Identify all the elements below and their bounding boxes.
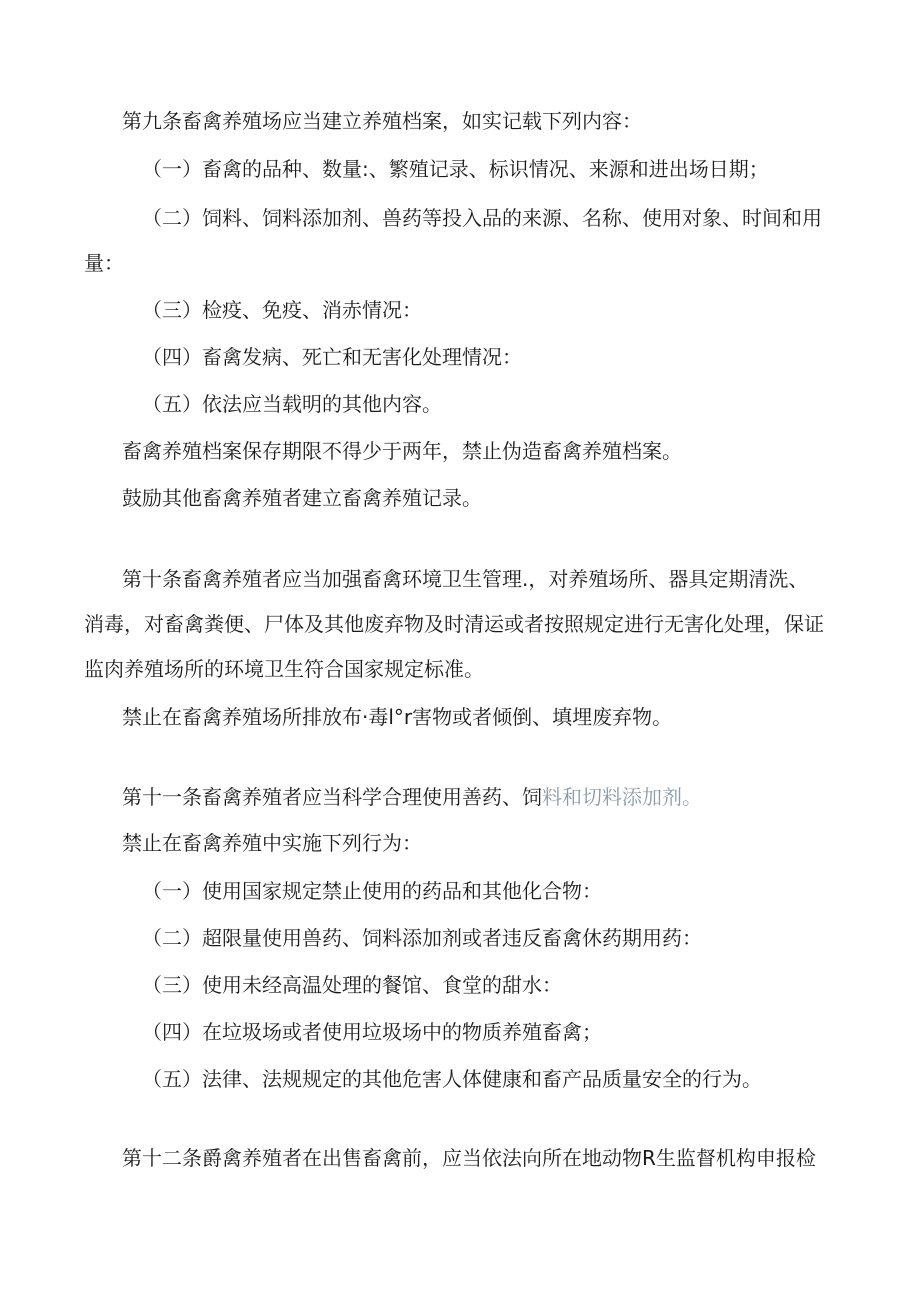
article-9-paragraph-2: 鼓励其他畜禽养殖者建立畜禽养殖记录。 (122, 486, 482, 510)
article-9-title: 第九条畜禽养殖场应当建立养殖档案，如实记载下列内容： (122, 109, 642, 133)
article-11-title-faded: 料和切料添加剂。 (542, 785, 702, 809)
article-9-item-2: （二）饲料、饲料添加剂、兽药等投入品的来源、名称、使用对象、时间和用 (142, 206, 822, 230)
article-11-title-main: 第十一条畜禽养殖者应当科学合理使用善药、饲 (122, 785, 542, 809)
article-11-item-3: （三）使用未经高温处理的餐馆、食堂的甜水： (142, 973, 562, 997)
article-9-item-4: （四）畜禽发病、死亡和无害化处理情况： (142, 345, 522, 369)
article-12-line-1: 第十二条爵禽养殖者在出售畜禽前，应当依法向所在地动物R生监督机构申报检 (122, 1146, 816, 1170)
article-11-item-1: （一）使用国家规定禁止使用的药品和其他化合物： (142, 879, 602, 903)
article-9-item-5: （五）依法应当载明的其他内容。 (142, 392, 442, 416)
article-11-item-4: （四）在垃圾场或者使用垃圾场中的物质养殖畜禽； (142, 1020, 602, 1044)
article-9-item-2-continued: 量： (84, 251, 124, 275)
article-9-paragraph-1: 畜禽养殖档案保存期限不得少于两年，禁止伪造畜禽养殖档案。 (122, 439, 682, 463)
article-11-item-5: （五）法律、法规规定的其他危害人体健康和畜产品质量安全的行为。 (142, 1067, 762, 1091)
article-11-item-2: （二）超限量使用兽药、饲料添加剂或者违反畜禽休药期用药： (142, 926, 702, 950)
article-10-line-1: 第十条畜禽养殖者应当加强畜禽环境卫生管理.，对养殖场所、器具定期清洗、 (122, 567, 809, 591)
article-11-paragraph-1: 禁止在畜禽养殖中实施下列行为： (122, 831, 422, 855)
article-9-item-3: （三）检疫、免疫、消赤情况： (142, 298, 422, 322)
article-11-title (122, 784, 874, 810)
article-9-item-1: （一）畜禽的品种、数量:、繁殖记录、标识情况、来源和进出场日期； (142, 157, 769, 181)
article-10-line-2: 消毒，对畜禽粪便、尸体及其他废弃物及时清运或者按照规定进行无害化处理，保证 (84, 612, 824, 636)
article-10-paragraph-1: 禁止在畜禽养殖场所排放布·毒l°r害物或者倾倒、填埋废弃物。 (122, 705, 673, 729)
article-10-line-3: 监肉养殖场所的环境卫生符合国家规定标准。 (84, 657, 484, 681)
